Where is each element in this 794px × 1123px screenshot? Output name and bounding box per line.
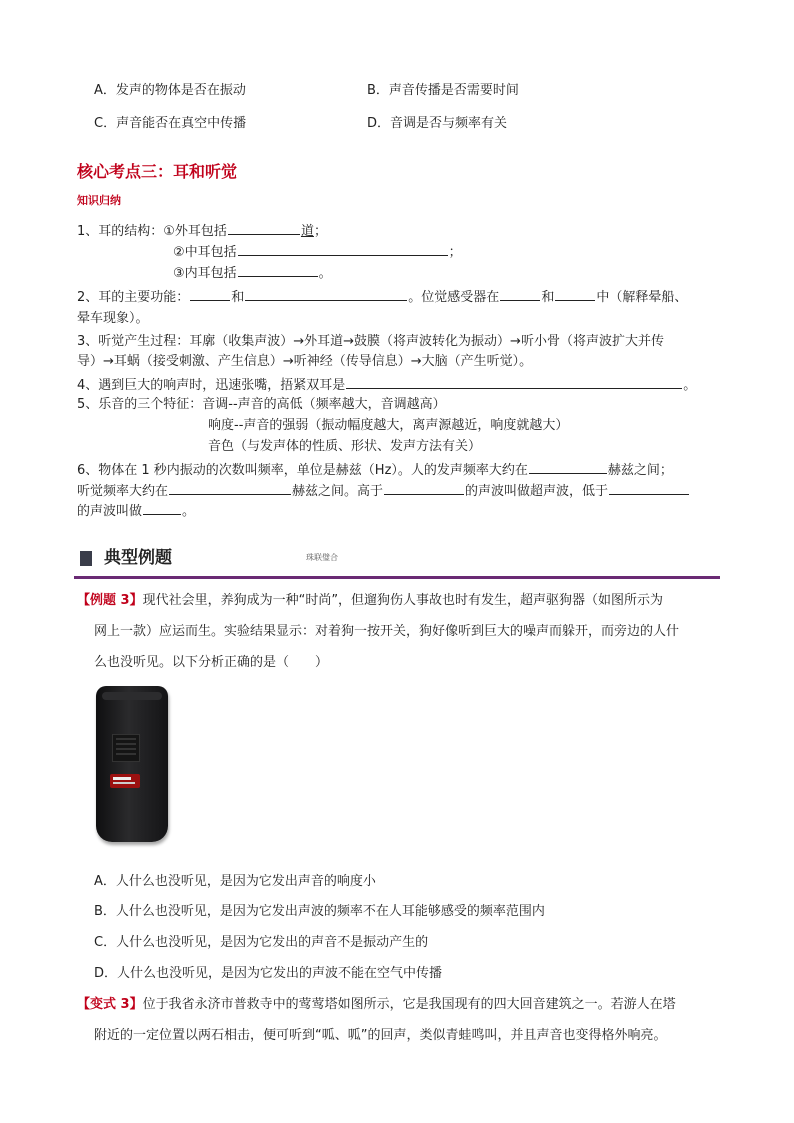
hearing-process-line-1: 3、听觉产生过程：耳廓（收集声波）→外耳道→鼓膜（将声波转化为振动）→听小骨（将声波扩大并传 [77, 334, 664, 349]
ear-structure-line-1: 1、耳的结构：①外耳包括 道； [77, 220, 327, 240]
option-a: A．发声的物体是否在振动 [94, 83, 246, 98]
ear-structure-line-3: ③内耳包括 。 [173, 262, 332, 282]
section-title: 核心考点三：耳和听觉 [77, 162, 238, 181]
frequency-line-1: 6、物体在 1 秒内振动的次数叫频率，单位是赫兹（Hz）。人的发声频率大约在 赫兹之间； [77, 459, 673, 479]
option-b: B．声音传播是否需要时间 [367, 83, 519, 98]
example-3-line-3: 么也没听见。以下分析正确的是（ ） [94, 655, 329, 670]
option-d: D．音调是否与频率有关 [367, 116, 508, 131]
example-3-option-d: D．人什么也没听见，是因为它发出的声波不能在空气中传播 [94, 966, 443, 981]
tone-features-line-2: 响度--声音的强弱（振动幅度越大，离声源越近，响度就越大） [208, 418, 569, 433]
heading-rule [74, 576, 720, 579]
frequency-line-2: 听觉频率大约在 赫兹之间。高于 的声波叫做超声波，低于 [77, 480, 690, 500]
ear-function-line: 2、耳的主要功能： 和 。位觉感受器在 和 中（解释晕船、 [77, 286, 687, 306]
example-3-option-a: A．人什么也没听见，是因为它发出声音的响度小 [94, 874, 376, 889]
variation-3-line-1: 【变式 3】位于我省永济市普救寺中的莺莺塔如图所示，它是我国现有的四大回音建筑之一。若游人在塔 [77, 997, 676, 1012]
watermark: 珠联璧合 [306, 553, 338, 562]
examples-heading: 典型例题 [80, 543, 172, 568]
variation-3-line-2: 附近的一定位置以两石相击，便可听到“呱、呱”的回声，类似青蛙鸣叫，并且声音也变得格外响亮。 [94, 1028, 667, 1043]
ear-function-line-2: 晕车现象）。 [77, 311, 149, 326]
hearing-process-line-2: 导）→耳蜗（接受刺激、产生信息）→听神经（传导信息）→大脑（产生听觉）。 [77, 354, 533, 369]
ear-structure-line-2: ②中耳包括 ； [173, 241, 462, 261]
tone-features-line-3: 音色（与发声体的性质、形状、发声方法有关） [208, 439, 482, 454]
frequency-line-3: 的声波叫做 。 [77, 500, 195, 520]
option-c: C．声音能否在真空中传播 [94, 116, 247, 131]
loud-noise-line: 4、遇到巨大的响声时，迅速张嘴，捂紧双耳是 。 [77, 374, 696, 394]
example-3-option-c: C．人什么也没听见，是因为它发出的声音不是振动产生的 [94, 935, 429, 950]
example-3-option-b: B．人什么也没听见，是因为它发出声波的频率不在人耳能够感受的频率范围内 [94, 904, 545, 919]
heading-block-icon [80, 551, 92, 566]
section-subtitle: 知识归纳 [77, 194, 121, 207]
example-3-line-1: 【例题 3】现代社会里，养狗成为一种“时尚”，但遛狗伤人事故也时有发生，超声驱狗器（如图所示为 [77, 593, 664, 608]
example-3-line-2: 网上一款）应运而生。实验结果显示：对着狗一按开关，狗好像听到巨大的噪声而躲开，而旁边的人什 [94, 624, 680, 639]
tone-features-line-1: 5、乐音的三个特征：音调--声音的高低（频率越大，音调越高） [77, 397, 446, 412]
ultrasonic-dog-repeller-image [96, 686, 168, 842]
